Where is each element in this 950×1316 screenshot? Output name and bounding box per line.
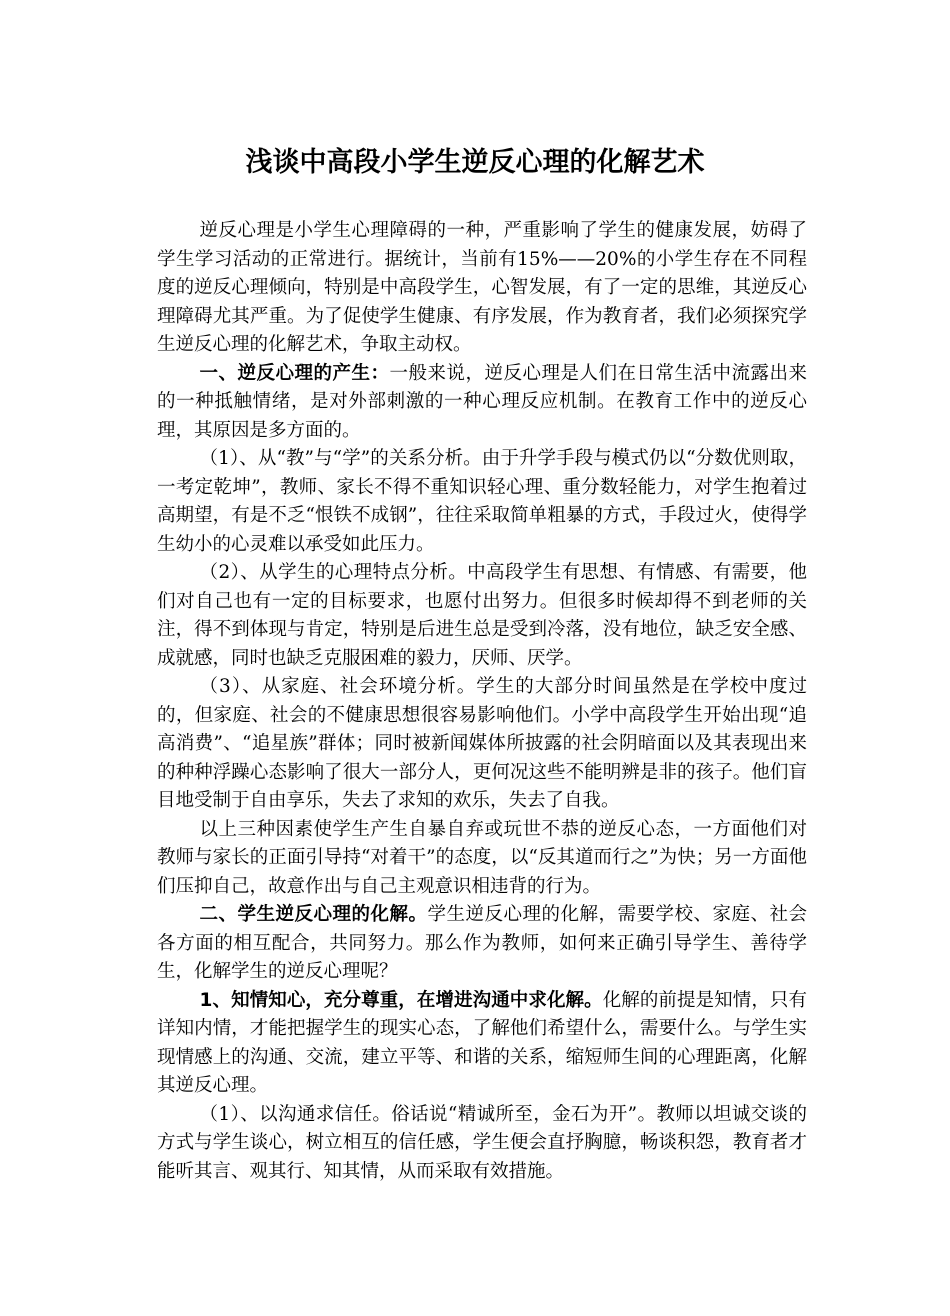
paragraph [157,445,807,559]
paragraph [157,673,807,816]
paragraph [157,901,807,987]
paragraph-text: 化解的前提是知情，只有详知内情，才能把握学生的现实心态，了解他们希望什么，需要什么。与学生实现情感上的沟通、交流，建立平等、和谐的关系，缩短师生间的心理距离，化解其逆反心理。 [157,989,807,1096]
paragraph [157,559,807,673]
paragraph [157,1101,807,1187]
paragraph-text: （3）、从家庭、社会环境分析。学生的大部分时间虽然是在学校中度过的，但家庭、社会的不健康思想很容易影响他们。小学中高段学生开始出现“追高消费”、“追星族”群体；同时被新闻媒体所披露的社会阴暗面以及其表现出来的种种浮躁心态影响了很大一部分人，更何况这些不能明辨是非的孩子。他们盲目地受制于自由享乐，失去了求知的欢乐，失去了自我。 [157,676,807,811]
paragraph-text: 一般来说，逆反心理是人们在日常生活中流露出来的一种抵触情绪，是对外部刺激的一种心理反应机制。在教育工作中的逆反心理，其原因是多方面的。 [157,362,807,441]
paragraph-text: 学生逆反心理的化解，需要学校、家庭、社会各方面的相互配合，共同努力。那么作为教师，如何来正确引导学生、善待学生，化解学生的逆反心理呢？ [157,904,807,982]
paragraph-lead: 二、学生逆反心理的化解。 [199,904,428,925]
paragraph-lead: 1、知情知心，充分尊重，在增进沟通中求化解。 [199,989,603,1011]
paragraph [157,360,807,446]
paragraph [157,816,807,902]
paragraph [157,987,807,1101]
paragraph [157,217,807,360]
document-body [157,217,807,1186]
paragraph-text: 以上三种因素使学生产生自暴自弃或玩世不恭的逆反心态，一方面他们对教师与家长的正面引导持“对着干”的态度，以“反其道而行之”为快；另一方面他们压抑自己，故意作出与自己主观意识相违背的行为。 [157,818,807,897]
document-title: 浅谈中高段小学生逆反心理的化解艺术 [245,147,705,178]
paragraph-text: （2）、从学生的心理特点分析。中高段学生有思想、有情感、有需要，他们对自己也有一定的目标要求，也愿付出努力。但很多时候却得不到老师的关注，得不到体现与肯定，特别是后进生总是受到冷落，没有地位，缺乏安全感、成就感，同时也缺乏克服困难的毅力，厌师、厌学。 [157,562,807,669]
paragraph-text: （1）、从“教”与“学”的关系分析。由于升学手段与模式仍以“分数优则取，一考定乾坤”，教师、家长不得不重知识轻心理、重分数轻能力，对学生抱着过高期望，有是不乏“恨铁不成钢”，往往采取简单粗暴的方式，手段过火，使得学生幼小的心灵难以承受如此压力。 [157,448,807,555]
paragraph-text: （1）、以沟通求信任。俗话说“精诚所至，金石为开”。教师以坦诚交谈的方式与学生谈心，树立相互的信任感，学生便会直抒胸臆，畅谈积怨，教育者才能听其言、观其行、知其情，从而采取有效措施。 [157,1103,807,1182]
paragraph-lead: 一、逆反心理的产生： [199,362,390,384]
paragraph-text: 逆反心理是小学生心理障碍的一种，严重影响了学生的健康发展，妨碍了学生学习活动的正常进行。据统计，当前有15%——20%的小学生存在不同程度的逆反心理倾向，特别是中高段学生，心智发展，有了一定的思维，其逆反心理障碍尤其严重。为了促使学生健康、有序发展，作为教育者，我们必须探究学生逆反心理的化解艺术，争取主动权。 [157,220,807,355]
